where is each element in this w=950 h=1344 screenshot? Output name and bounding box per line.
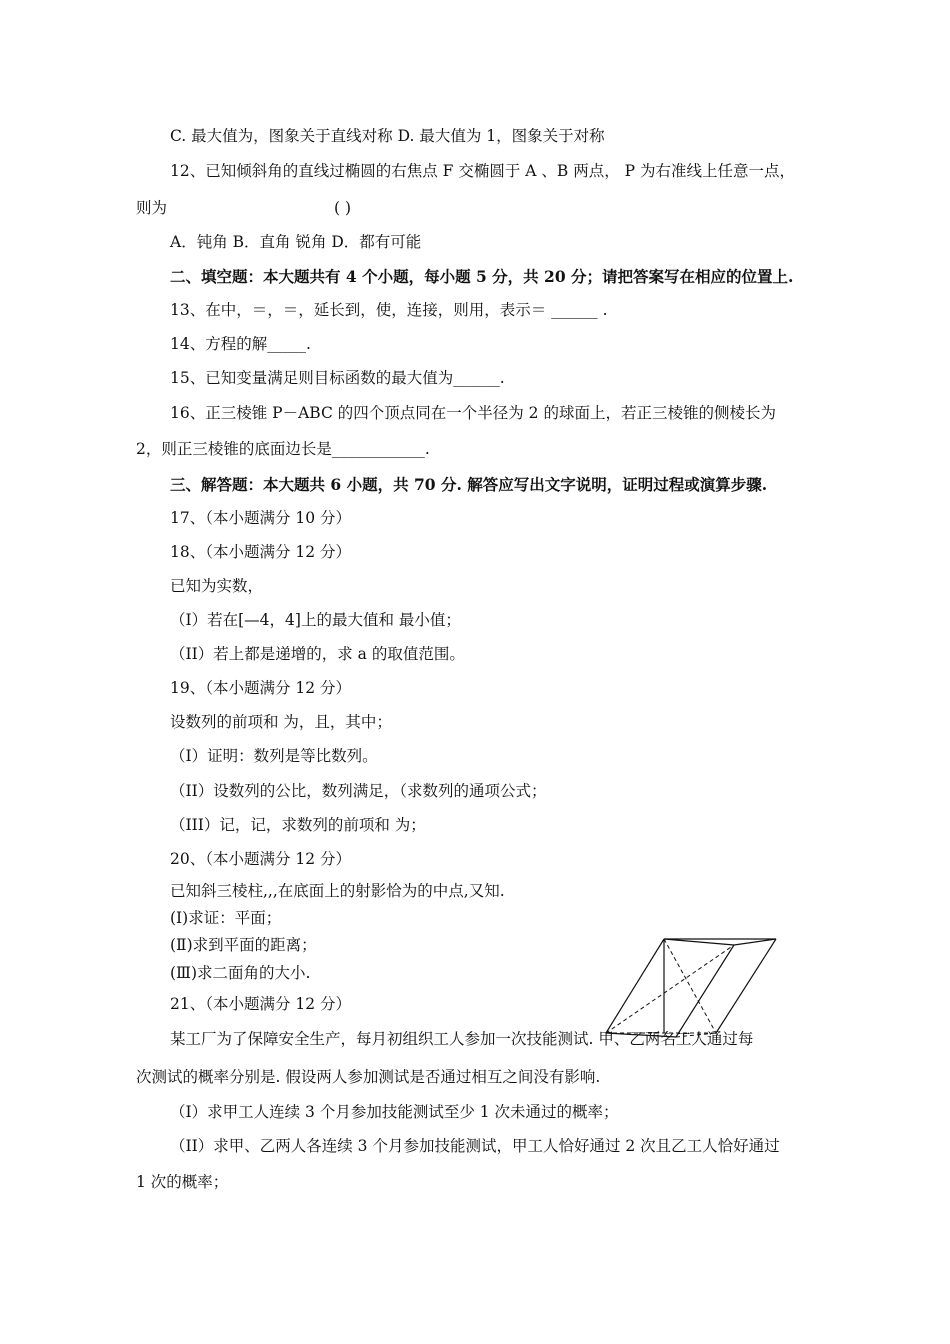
prism-edge (734, 939, 776, 945)
question-12-stem-continued: 则为 (136, 199, 168, 217)
question-21-header: 21、（本小题满分 12 分） (170, 995, 352, 1013)
prism-hidden-edge (676, 1033, 716, 1037)
prism-edge (664, 939, 734, 945)
question-19-part-1: （I）证明：数列是等比数列。 (170, 747, 378, 765)
question-12-options: A．钝角 B．直角 锐角 D．都有可能 (170, 233, 422, 251)
question-18-header: 18、（本小题满分 12 分） (170, 543, 352, 561)
prism-edge (606, 939, 664, 1033)
answer-bracket: ( ) (334, 199, 352, 217)
question-18-part-1: （I）若在[—4，4]上的最大值和 最小值； (170, 611, 461, 629)
prism-edge (676, 945, 734, 1037)
section-2-heading: 二、填空题：本大题共有 4 个小题，每小题 5 分，共 20 分；请把答案写在相应的位置上. (170, 267, 794, 286)
question-19-stem: 设数列的前项和 为，且，其中； (170, 713, 392, 731)
prism-edge (606, 1033, 676, 1037)
question-20-header: 20、（本小题满分 12 分） (170, 850, 352, 868)
question-18-stem: 已知为实数， (170, 577, 264, 595)
question-21-part-2: （II）求甲、乙两人各连续 3 个月参加技能测试，甲工人恰好通过 2 次且乙工人恰好通过 (170, 1137, 780, 1155)
question-11-options-cd: C. 最大值为，图象关于直线对称 D. 最大值为 1，图象关于对称 (170, 127, 605, 145)
question-21-part-1: （I）求甲工人连续 3 个月参加技能测试至少 1 次未通过的概率； (170, 1103, 619, 1121)
question-15: 15、已知变量满足则目标函数的最大值为______. (170, 369, 505, 387)
question-14: 14、方程的解_____. (170, 335, 311, 353)
question-12-stem: 12、已知倾斜角的直线过椭圆的右焦点 F 交椭圆于 A 、B 两点， P 为右准线上任意一点， (170, 162, 795, 180)
question-17-header: 17、（本小题满分 10 分） (170, 509, 352, 527)
question-18-part-2: （II）若上都是递增的，求 a 的取值范围。 (170, 645, 465, 663)
question-19-part-2: （II）设数列的公比，数列满足，（求数列的通项公式； (170, 782, 547, 800)
question-21-stem: 某工厂为了保障安全生产，每月初组织工人参加一次技能测试. 甲、乙两名工人通过每 (170, 1030, 754, 1048)
question-19-part-3: （III）记，记，求数列的前项和 为； (170, 816, 426, 834)
question-20-part-1: (Ⅰ)求证：平面； (170, 909, 282, 927)
question-21-stem-continued: 次测试的概率分别是. 假设两人参加测试是否通过相互之间没有影响. (136, 1068, 601, 1086)
question-21-part-2-continued: 1 次的概率； (136, 1173, 229, 1191)
question-20-part-3: (Ⅲ)求二面角的大小. (170, 964, 311, 982)
question-16-continued: 2，则正三棱锥的底面边长是____________. (136, 440, 430, 458)
question-13: 13、在中，＝，＝，延长到，使，连接，则用，表示＝ ______ . (170, 301, 608, 319)
prism-hidden-edge (606, 945, 734, 1033)
question-20-part-2: (Ⅱ)求到平面的距离； (170, 936, 317, 954)
section-3-heading: 三、解答题：本大题共 6 小题，共 70 分. 解答应写出文字说明，证明过程或演算步骤. (170, 475, 768, 494)
question-20-stem: 已知斜三棱柱,,,在底面上的射影恰为的中点,又知. (170, 882, 505, 900)
question-19-header: 19、（本小题满分 12 分） (170, 679, 352, 697)
question-16: 16、正三棱锥 P－ABC 的四个顶点同在一个半径为 2 的球面上，若正三棱锥的侧棱长为 (170, 404, 776, 422)
oblique-prism-figure (596, 933, 786, 1045)
prism-edge (716, 939, 776, 1033)
